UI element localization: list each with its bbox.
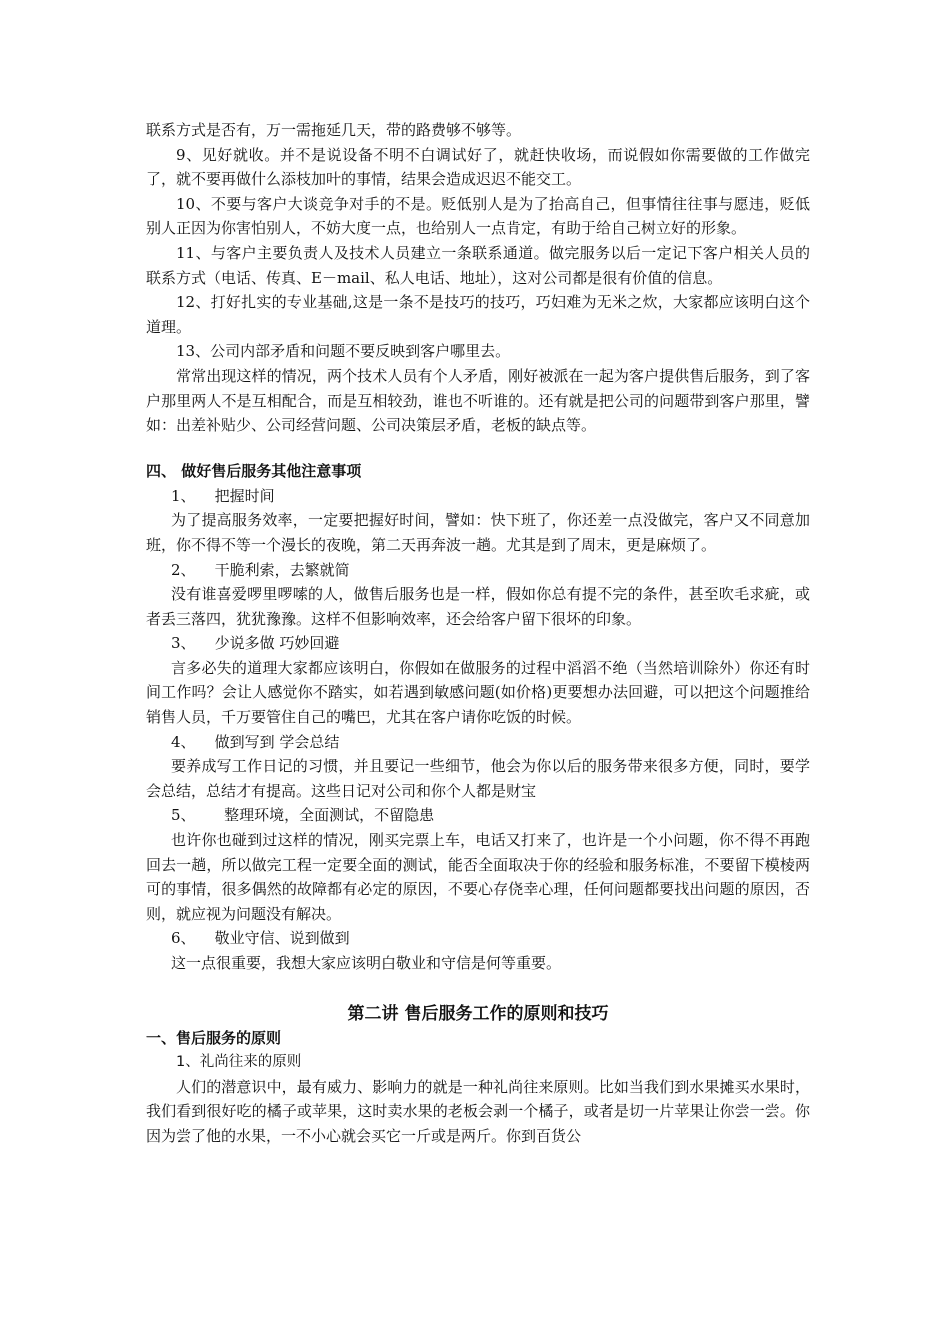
list-item-text: 要养成写工作日记的习惯，并且要记一些细节，他会为你以后的服务带来很多方便，同时，要学会总结，总结才有提高。这些日记对公司和你个人都是财宝 xyxy=(146,757,810,800)
subheading-reciprocity: 1、礼尚往来的原则 xyxy=(176,1053,302,1070)
list-item-text: 言多必失的道理大家都应该明白，你假如在做服务的过程中滔滔不绝（当然培训除外）你还有时间工作吗？会让人感觉你不踏实，如若遇到敏感问题(如价格)更要想办法回避，可以把这个问题推给销售人员，千万要管住自己的嘴巴，尤其在客户请你吃饭的时候。 xyxy=(146,658,810,727)
list-item-label: 6、 敬业守信、说到做到 xyxy=(171,929,350,948)
paragraph-item-9: 9、见好就收。并不是说设备不明不白调试好了，就赶快收场，而说假如你需要做的工作做完了，就不要再做什么添枝加叶的事情，结果会造成迟迟不能交工。 xyxy=(146,145,810,189)
list-item-label: 4、 做到写到 学会总结 xyxy=(171,732,340,751)
section-heading-principles: 一、售后服务的原则 xyxy=(146,1028,282,1047)
list-item-text: 也许你也碰到过这样的情况，刚买完票上车，电话又打来了，也许是一个小问题，你不得不再跑回去一趟，所以做完工程一定要全面的测试，能否全面取决于你的经验和服务标准，不要留下模棱两可的事情，很多偶然的故障都有必定的原因，不要心存侥幸心理，任何问题都要找出问题的原因，否则，就应视为问题没有解决。 xyxy=(146,831,810,923)
paragraph-continuation: 联系方式是否有，万一需拖延几天，带的路费够不够等。 xyxy=(146,121,522,139)
lecture-title: 第二讲 售后服务工作的原则和技巧 xyxy=(347,1003,609,1024)
paragraph-item-10: 10、不要与客户大谈竞争对手的不是。贬低别人是为了抬高自己，但事情往往事与愿违，贬低别人正因为你害怕别人，不妨大度一点，也给别人一点肯定，有助于给自己树立好的形象。 xyxy=(146,194,810,238)
list-item-label: 2、 干脆利索，去繁就简 xyxy=(171,560,350,579)
list-item-label: 1、 把握时间 xyxy=(171,486,275,505)
section-heading-4: 四、 做好售后服务其他注意事项 xyxy=(146,461,362,480)
list-item-text: 没有谁喜爱啰里啰嗦的人，做售后服务也是一样，假如你总有提不完的条件，甚至吹毛求疵，或者丢三落四，犹犹豫豫。这样不但影响效率，还会给客户留下很坏的印象。 xyxy=(146,585,810,628)
paragraph-item-12: 12、打好扎实的专业基础,这是一条不是技巧的技巧，巧妇难为无米之炊，大家都应该明白这个道理。 xyxy=(146,293,810,336)
list-item-text: 为了提高服务效率，一定要把握好时间，譬如：快下班了，你还差一点没做完，客户又不同意加班，你不得不等一个漫长的夜晚，第二天再奔波一趟。尤其是到了周末，更是麻烦了。 xyxy=(146,511,810,554)
list-item-text: 这一点很重要，我想大家应该明白敬业和守信是何等重要。 xyxy=(171,954,562,972)
list-item-label: 3、 少说多做 巧妙回避 xyxy=(171,634,340,653)
paragraph-item-11: 11、与客户主要负责人及技术人员建立一条联系通道。做完服务以后一定记下客户相关人员的联系方式（电话、传真、E－mail、私人电话、地址），这对公司都是很有价值的信息。 xyxy=(146,243,810,287)
paragraph-item-13-detail: 常常出现这样的情况，两个技术人员有个人矛盾，刚好被派在一起为客户提供售后服务，到了客户那里两人不是互相配合，而是互相较劲，谁也不听谁的。还有就是把公司的问题带到客户那里，譬如：出差补贴少、公司经营问题、公司决策层矛盾，老板的缺点等。 xyxy=(146,366,810,435)
paragraph-reciprocity: 人们的潜意识中，最有威力、影响力的就是一种礼尚往来原则。比如当我们到水果摊买水果时，我们看到很好吃的橘子或苹果，这时卖水果的老板会剥一个橘子，或者是切一片苹果让你尝一尝。你因为尝了他的水果，一不小心就会买它一斤或是两斤。你到百货公 xyxy=(146,1077,810,1145)
document-page xyxy=(146,118,810,1148)
list-item-label: 5、 整理环境，全面测试，不留隐患 xyxy=(171,806,435,825)
paragraph-item-13: 13、公司内部矛盾和问题不要反映到客户哪里去。 xyxy=(176,342,511,361)
